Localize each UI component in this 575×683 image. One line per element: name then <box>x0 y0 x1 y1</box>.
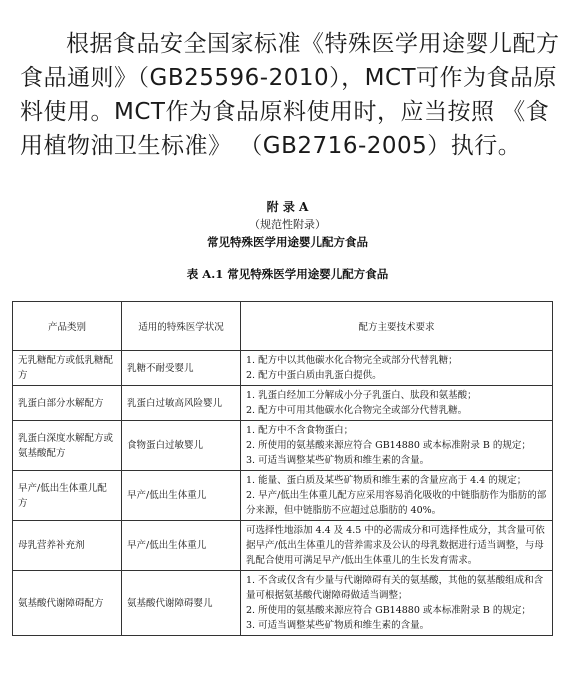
formula-table <box>12 301 553 636</box>
requirement-line: 1. 能量、蛋白质及某些矿物质和维生素的含量应高于 4.4 的规定； <box>246 475 527 486</box>
row-condition: 食物蛋白过敏婴儿 <box>122 421 241 471</box>
row-condition: 乳糖不耐受婴儿 <box>122 351 241 386</box>
row-condition: 早产/低出生体重儿 <box>122 471 241 521</box>
row-condition: 早产/低出生体重儿 <box>122 521 241 571</box>
row-category: 乳蛋白深度水解配方或氨基酸配方 <box>13 421 122 471</box>
row-requirements <box>241 421 553 471</box>
row-category: 母乳营养补充剂 <box>13 521 122 571</box>
requirement-line: 2. 配方中蛋白质由乳蛋白提供。 <box>246 370 382 381</box>
row-requirements <box>241 571 553 636</box>
table-row <box>13 386 553 421</box>
table-row <box>13 571 553 636</box>
row-condition: 乳蛋白过敏高风险婴儿 <box>122 386 241 421</box>
appendix-label: 附 录 A <box>266 200 309 214</box>
requirement-line: 1. 不含或仅含有少量与代谢障碍有关的氨基酸，其他的氨基酸组成和含量可根据氨基酸代谢障碍做适当调整； <box>246 575 544 601</box>
requirement-line: 3. 可适当调整某些矿物质和维生素的含量。 <box>246 455 430 466</box>
row-category: 早产/低出生体重儿配方 <box>13 471 122 521</box>
requirement-line: 2. 所使用的氨基酸来源应符合 GB14880 或本标准附录 B 的规定； <box>246 440 531 451</box>
row-requirements <box>241 386 553 421</box>
intro-paragraph: 根据食品安全国家标准《特殊医学用途婴儿配方食品通则》（GB25596-2010），MCT可作为食品原料使用。MCT作为食品原料使用时，应当按照 《食用植物油卫生标准》 （GB2716-2005）执行。 <box>20 31 560 159</box>
table-row <box>13 471 553 521</box>
row-category: 氨基酸代谢障碍配方 <box>13 571 122 636</box>
row-category: 乳蛋白部分水解配方 <box>13 386 122 421</box>
row-requirements <box>241 471 553 521</box>
appendix-title: 常见特殊医学用途婴儿配方食品 <box>207 235 368 249</box>
table-header-row <box>13 302 553 351</box>
row-requirements <box>241 521 553 571</box>
appendix-heading <box>0 198 575 283</box>
row-requirements <box>241 351 553 386</box>
row-category: 无乳糖配方或低乳糖配方 <box>13 351 122 386</box>
requirement-line: 1. 配方中不含食物蛋白； <box>246 425 354 436</box>
header-category: 产品类别 <box>13 302 122 351</box>
table-row <box>13 351 553 386</box>
requirement-line: 2. 配方中可用其他碳水化合物完全或部分代替乳糖。 <box>246 405 468 416</box>
requirement-line: 3. 可适当调整某些矿物质和维生素的含量。 <box>246 620 430 631</box>
requirement-line: 2. 早产/低出生体重儿配方应采用容易消化吸收的中链脂肪作为脂肪的部分来源，但中链脂肪不应超过总脂肪的 40%。 <box>246 490 547 516</box>
header-condition: 适用的特殊医学状况 <box>122 302 241 351</box>
requirement-line: 可选择性地添加 4.4 及 4.5 中的必需成分和可选择性成分，其含量可依据早产/低出生体重儿的营养需求及公认的母乳数据进行适当调整，与母乳配合使用可满足早产/低出生体重儿的生长发育需求。 <box>246 525 545 566</box>
header-requirements: 配方主要技术要求 <box>241 302 553 351</box>
requirement-line: 2. 所使用的氨基酸来源应符合 GB14880 或本标准附录 B 的规定； <box>246 605 531 616</box>
appendix-type: （规范性附录） <box>249 218 326 231</box>
requirement-line: 1. 乳蛋白经加工分解成小分子乳蛋白、肽段和氨基酸； <box>246 390 477 401</box>
table-caption: 表 A.1 常见特殊医学用途婴儿配方食品 <box>186 267 389 281</box>
table-row <box>13 521 553 571</box>
requirement-line: 1. 配方中以其他碳水化合物完全或部分代替乳糖； <box>246 355 458 366</box>
row-condition: 氨基酸代谢障碍婴儿 <box>122 571 241 636</box>
table-row <box>13 421 553 471</box>
